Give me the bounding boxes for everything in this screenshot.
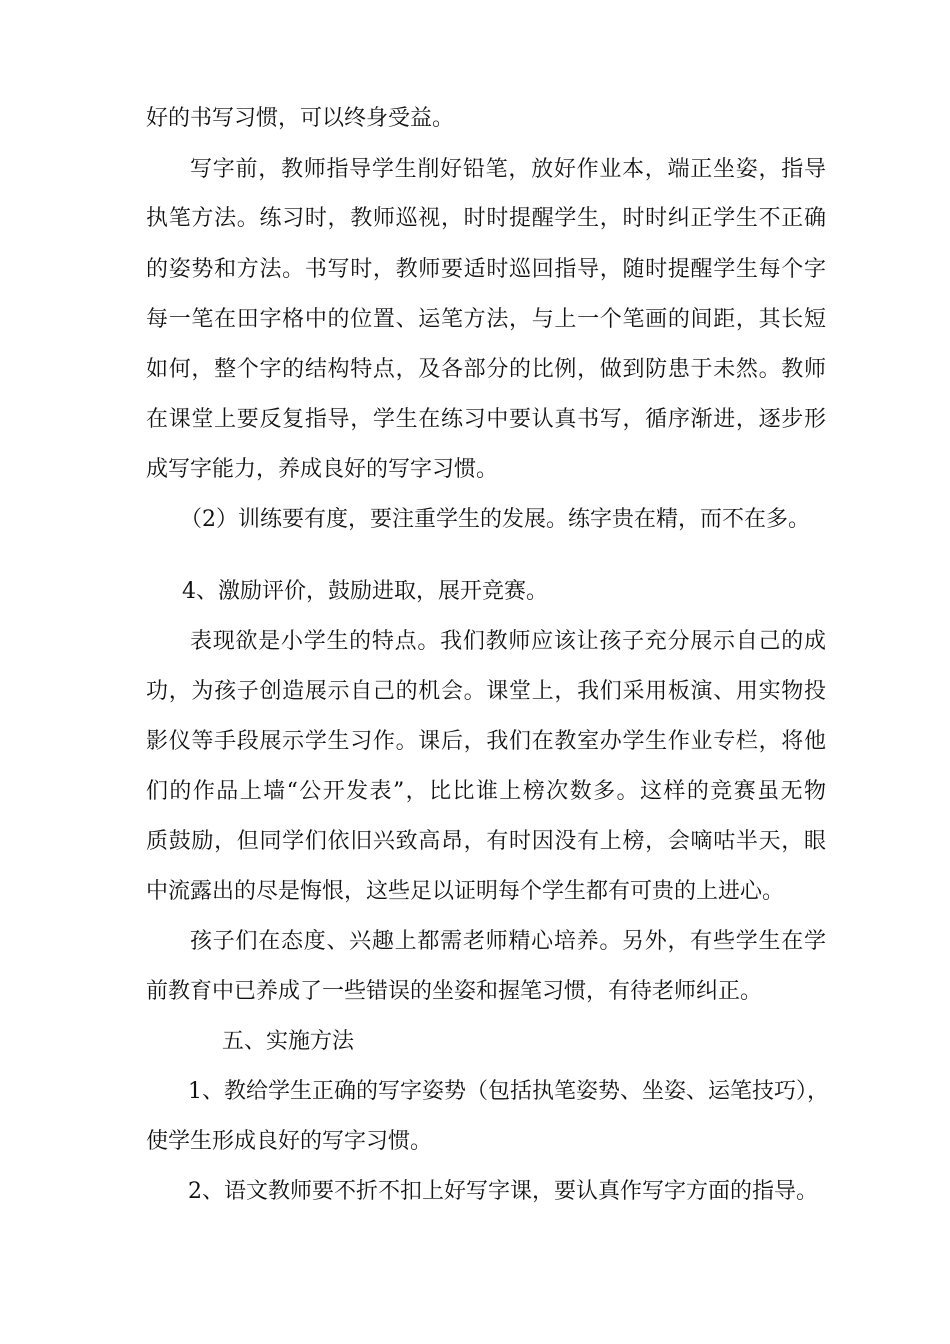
list-item-line: （2）训练要有度，要注重学生的发展。练字贵在精，而不在多。 [180,507,810,532]
paragraph-line: 在课堂上要反复指导，学生在练习中要认真书写，循序渐进，逐步形 [146,407,826,432]
paragraph-line: 质鼓励，但同学们依旧兴致高昂，有时因没有上榜，会嘀咕半天，眼 [146,829,826,854]
paragraph-line: 如何，整个字的结构特点，及各部分的比例，做到防患于未然。教师 [146,357,826,382]
paragraph-line: 孩子们在态度、兴趣上都需老师精心培养。另外，有些学生在学 [190,929,826,954]
paragraph-line: 表现欲是小学生的特点。我们教师应该让孩子充分展示自己的成 [190,629,826,654]
section-heading: 五、实施方法 [222,1029,355,1054]
paragraph-line: 每一笔在田字格中的位置、运笔方法，与上一个笔画的间距，其长短 [146,307,826,332]
paragraph-line: 前教育中已养成了一些错误的坐姿和握笔习惯，有待老师纠正。 [146,979,763,1004]
paragraph-line: 好的书写习惯，可以终身受益。 [146,106,455,131]
list-item-line: 1、教给学生正确的写字姿势（包括执笔姿势、坐姿、运笔技巧）， [188,1079,829,1104]
paragraph-line: 们的作品上墙“公开发表”，比比谁上榜次数多。这样的竞赛虽无物 [146,779,826,804]
paragraph-line: 功，为孩子创造展示自己的机会。课堂上，我们采用板演、用实物投 [146,679,826,704]
paragraph-line: 执笔方法。练习时，教师巡视，时时提醒学生，时时纠正学生不正确 [146,206,826,231]
paragraph-line: 成写字能力，养成良好的写字习惯。 [146,457,499,482]
section-heading: 4、激励评价，鼓励进取，展开竞赛。 [182,579,548,604]
paragraph-line: 的姿势和方法。书写时，教师要适时巡回指导，随时提醒学生每个字 [146,257,826,282]
list-item-line: 2、语文教师要不折不扣上好写字课，要认真作写字方面的指导。 [188,1179,818,1204]
paragraph-line: 写字前，教师指导学生削好铅笔，放好作业本，端正坐姿，指导 [190,157,826,182]
paragraph-line: 影仪等手段展示学生习作。课后，我们在教室办学生作业专栏，将他 [146,729,826,754]
paragraph-line: 中流露出的尽是悔恨，这些足以证明每个学生都有可贵的上进心。 [146,879,785,904]
list-item-line: 使学生形成良好的写字习惯。 [146,1129,433,1154]
